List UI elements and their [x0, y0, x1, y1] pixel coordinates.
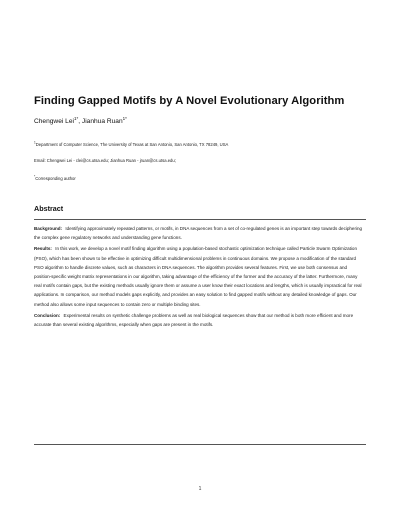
abstract-body	[34, 224, 364, 331]
abstract-bottom-rule	[34, 444, 366, 445]
affiliation-mark: 1	[34, 140, 36, 145]
abstract-background	[34, 224, 364, 242]
results-text: In this work, we develop a novel motif finding algorithm using a population-based stochastic optimization technique called Particle Swarm Optimization (PSO), which has been shown to be effective in optimizing difficult multidimensional problems in continuous domains. We propose a modification of the standard PSO algorithm to handle discrete values, such as characters in DNA sequences. The algorithm provides several features. First, we use both consensus and position-specific weight matrix representations in our algorithm, taking advantage of the efficiency of the former and the accuracy of the latter. Furthermore, many real motifs contain gaps, but the existing methods usually ignore them or assume a user know their exact locations and lengths, which is usually impractical for real applications. In comparison, our method models gaps explicitly, and provides an easy solution to find gapped motifs without any detailed knowledge of gaps. Our method also allows some input sequences to contain zero or multiple binding sites.	[34, 246, 362, 307]
corresponding-note-text: Corresponding author	[35, 176, 76, 181]
abstract-top-rule	[34, 219, 366, 220]
affiliation-text: Department of Computer Science, The University of Texas at San Antonio, San Antonio, TX 78249, USA	[35, 142, 229, 147]
conclusion-text: Experimental results on synthetic challenge problems as well as real biological sequences show that our method is both more efficient and more accurate than several existing algorithms, especially when gaps are present in the motifs.	[34, 312, 354, 328]
results-label: Results:	[34, 246, 52, 252]
abstract-conclusion	[34, 311, 364, 329]
author-name: Jianhua Ruan	[81, 118, 123, 125]
paper-title: Finding Gapped Motifs by A Novel Evolutionary Algorithm	[34, 95, 345, 107]
background-text: Identifying approximately repeated patterns, or motifs, in DNA sequences from a set of co-regulated genes is an important step towards deciphering the complex gene regulatory networks and understanding gene functions.	[34, 226, 363, 241]
abstract-heading: Abstract	[34, 204, 64, 213]
email-line: Email: Chengwei Lei - clei@cs.utsa.edu; Jianhua Ruan - jruan@cs.utsa.edu;	[34, 158, 176, 163]
corresponding-note	[34, 176, 76, 181]
page-number: 1	[198, 486, 202, 492]
author-mark: 1	[122, 115, 126, 121]
conclusion-label: Conclusion:	[34, 312, 61, 318]
corresponding-note-mark: *	[34, 174, 36, 179]
corresponding-mark: *	[125, 115, 127, 121]
author-line	[34, 115, 127, 125]
author-mark: 1	[73, 115, 77, 121]
background-label: Background:	[34, 226, 63, 231]
author-separator: ,	[78, 118, 82, 125]
author-name: Chengwei Lei	[34, 118, 74, 125]
affiliation	[34, 142, 228, 147]
corresponding-mark: *	[76, 115, 79, 121]
abstract-results	[34, 244, 364, 308]
